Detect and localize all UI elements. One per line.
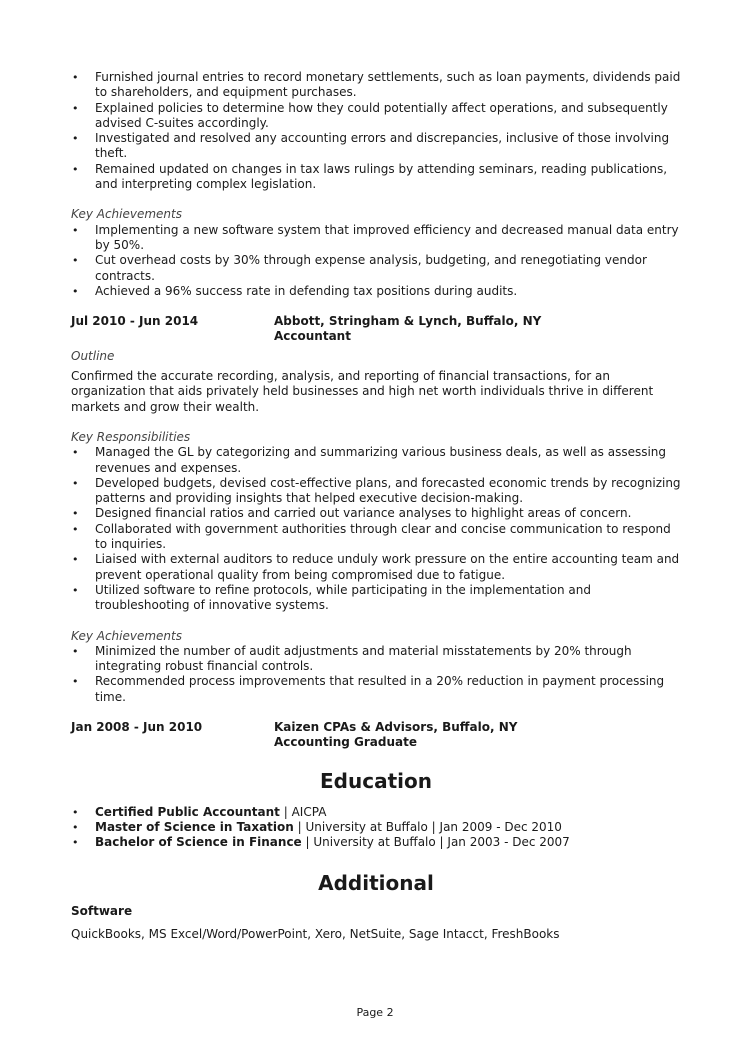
list-item: • Implementing a new software system that improved efficiency and decreased manual data entry by 50%. <box>71 223 681 254</box>
outline-label: Outline <box>71 348 115 363</box>
degree-name: Master of Science in Taxation <box>95 819 294 834</box>
list-item: • Designed financial ratios and carried out variance analyses to highlight areas of concern. <box>71 506 681 521</box>
page-number: Page 2 <box>356 1006 394 1019</box>
prev-job-responsibilities-list <box>71 70 681 192</box>
education-item <box>71 805 681 820</box>
job-dates: Jul 2010 - Jun 2014 <box>71 314 199 329</box>
list-item: • Investigated and resolved any accounting errors and discrepancies, inclusive of those involving theft. <box>71 131 681 162</box>
list-item: • Liaised with external auditors to reduce unduly work pressure on the entire accounting team and prevent operational quality from being compromised due to fatigue. <box>71 552 681 583</box>
achievements-list <box>71 644 681 705</box>
degree-details: | University at Buffalo | Jan 2003 - Dec 2007 <box>301 835 570 850</box>
software-list: QuickBooks, MS Excel/Word/PowerPoint, Xero, NetSuite, Sage Intacct, FreshBooks <box>71 926 560 941</box>
achievements-label: Key Achievements <box>71 207 182 222</box>
achievements-label: Key Achievements <box>71 628 182 643</box>
job-dates: Jan 2008 - Jun 2010 <box>71 719 203 734</box>
education-item <box>71 820 681 835</box>
list-item: • Explained policies to determine how they could potentially affect operations, and subsequently advised C-suites accordingly. <box>71 101 681 132</box>
list-item: • Minimized the number of audit adjustments and material misstatements by 20% through integrating robust financial controls. <box>71 644 681 675</box>
job-company: Kaizen CPAs & Advisors, Buffalo, NY <box>274 719 518 734</box>
job-info <box>274 720 517 751</box>
additional-heading: Additional <box>318 871 434 896</box>
list-item: • Collaborated with government authorities through clear and concise communication to respond to inquiries. <box>71 522 681 553</box>
job-company: Abbott, Stringham & Lynch, Buffalo, NY <box>274 314 542 329</box>
list-item: • Remained updated on changes in tax laws rulings by attending seminars, reading publications, and interpreting complex legislation. <box>71 162 681 193</box>
education-heading: Education <box>320 768 432 793</box>
degree-details: | AICPA <box>279 804 327 819</box>
prev-job-achievements-list <box>71 223 681 299</box>
list-item: • Developed budgets, devised cost-effective plans, and forecasted economic trends by recognizing patterns and providing insights that helped executive decision-making. <box>71 476 681 507</box>
software-label: Software <box>71 904 133 919</box>
responsibilities-label: Key Responsibilities <box>71 429 191 444</box>
list-item: • Achieved a 96% success rate in defending tax positions during audits. <box>71 284 681 299</box>
outline-text: Confirmed the accurate recording, analysis, and reporting of financial transactions, for an organization that aids privately held businesses and high net worth individuals thrive in different markets and grow their wealth. <box>71 369 654 414</box>
job-title: Accountant <box>274 329 351 344</box>
education-list <box>71 805 681 851</box>
list-item: • Cut overhead costs by 30% through expense analysis, budgeting, and renegotiating vendor contracts. <box>71 253 681 284</box>
degree-details: | University at Buffalo | Jan 2009 - Dec 2010 <box>293 819 562 834</box>
list-item: • Managed the GL by categorizing and summarizing various business deals, as well as assessing revenues and expenses. <box>71 445 681 476</box>
job-header <box>71 314 681 345</box>
list-item: • Furnished journal entries to record monetary settlements, such as loan payments, dividends paid to shareholders, and equipment purchases. <box>71 70 681 101</box>
degree-name: Certified Public Accountant <box>95 804 280 819</box>
job-info <box>274 314 541 345</box>
list-item: • Utilized software to refine protocols, while participating in the implementation and troubleshooting of innovative systems. <box>71 583 681 614</box>
list-item: • Recommended process improvements that resulted in a 20% reduction in payment processing time. <box>71 674 681 705</box>
job-title: Accounting Graduate <box>274 735 417 750</box>
degree-name: Bachelor of Science in Finance <box>95 835 302 850</box>
job-header <box>71 720 681 751</box>
resume-content <box>71 70 681 942</box>
education-item <box>71 835 681 850</box>
responsibilities-list <box>71 445 681 613</box>
